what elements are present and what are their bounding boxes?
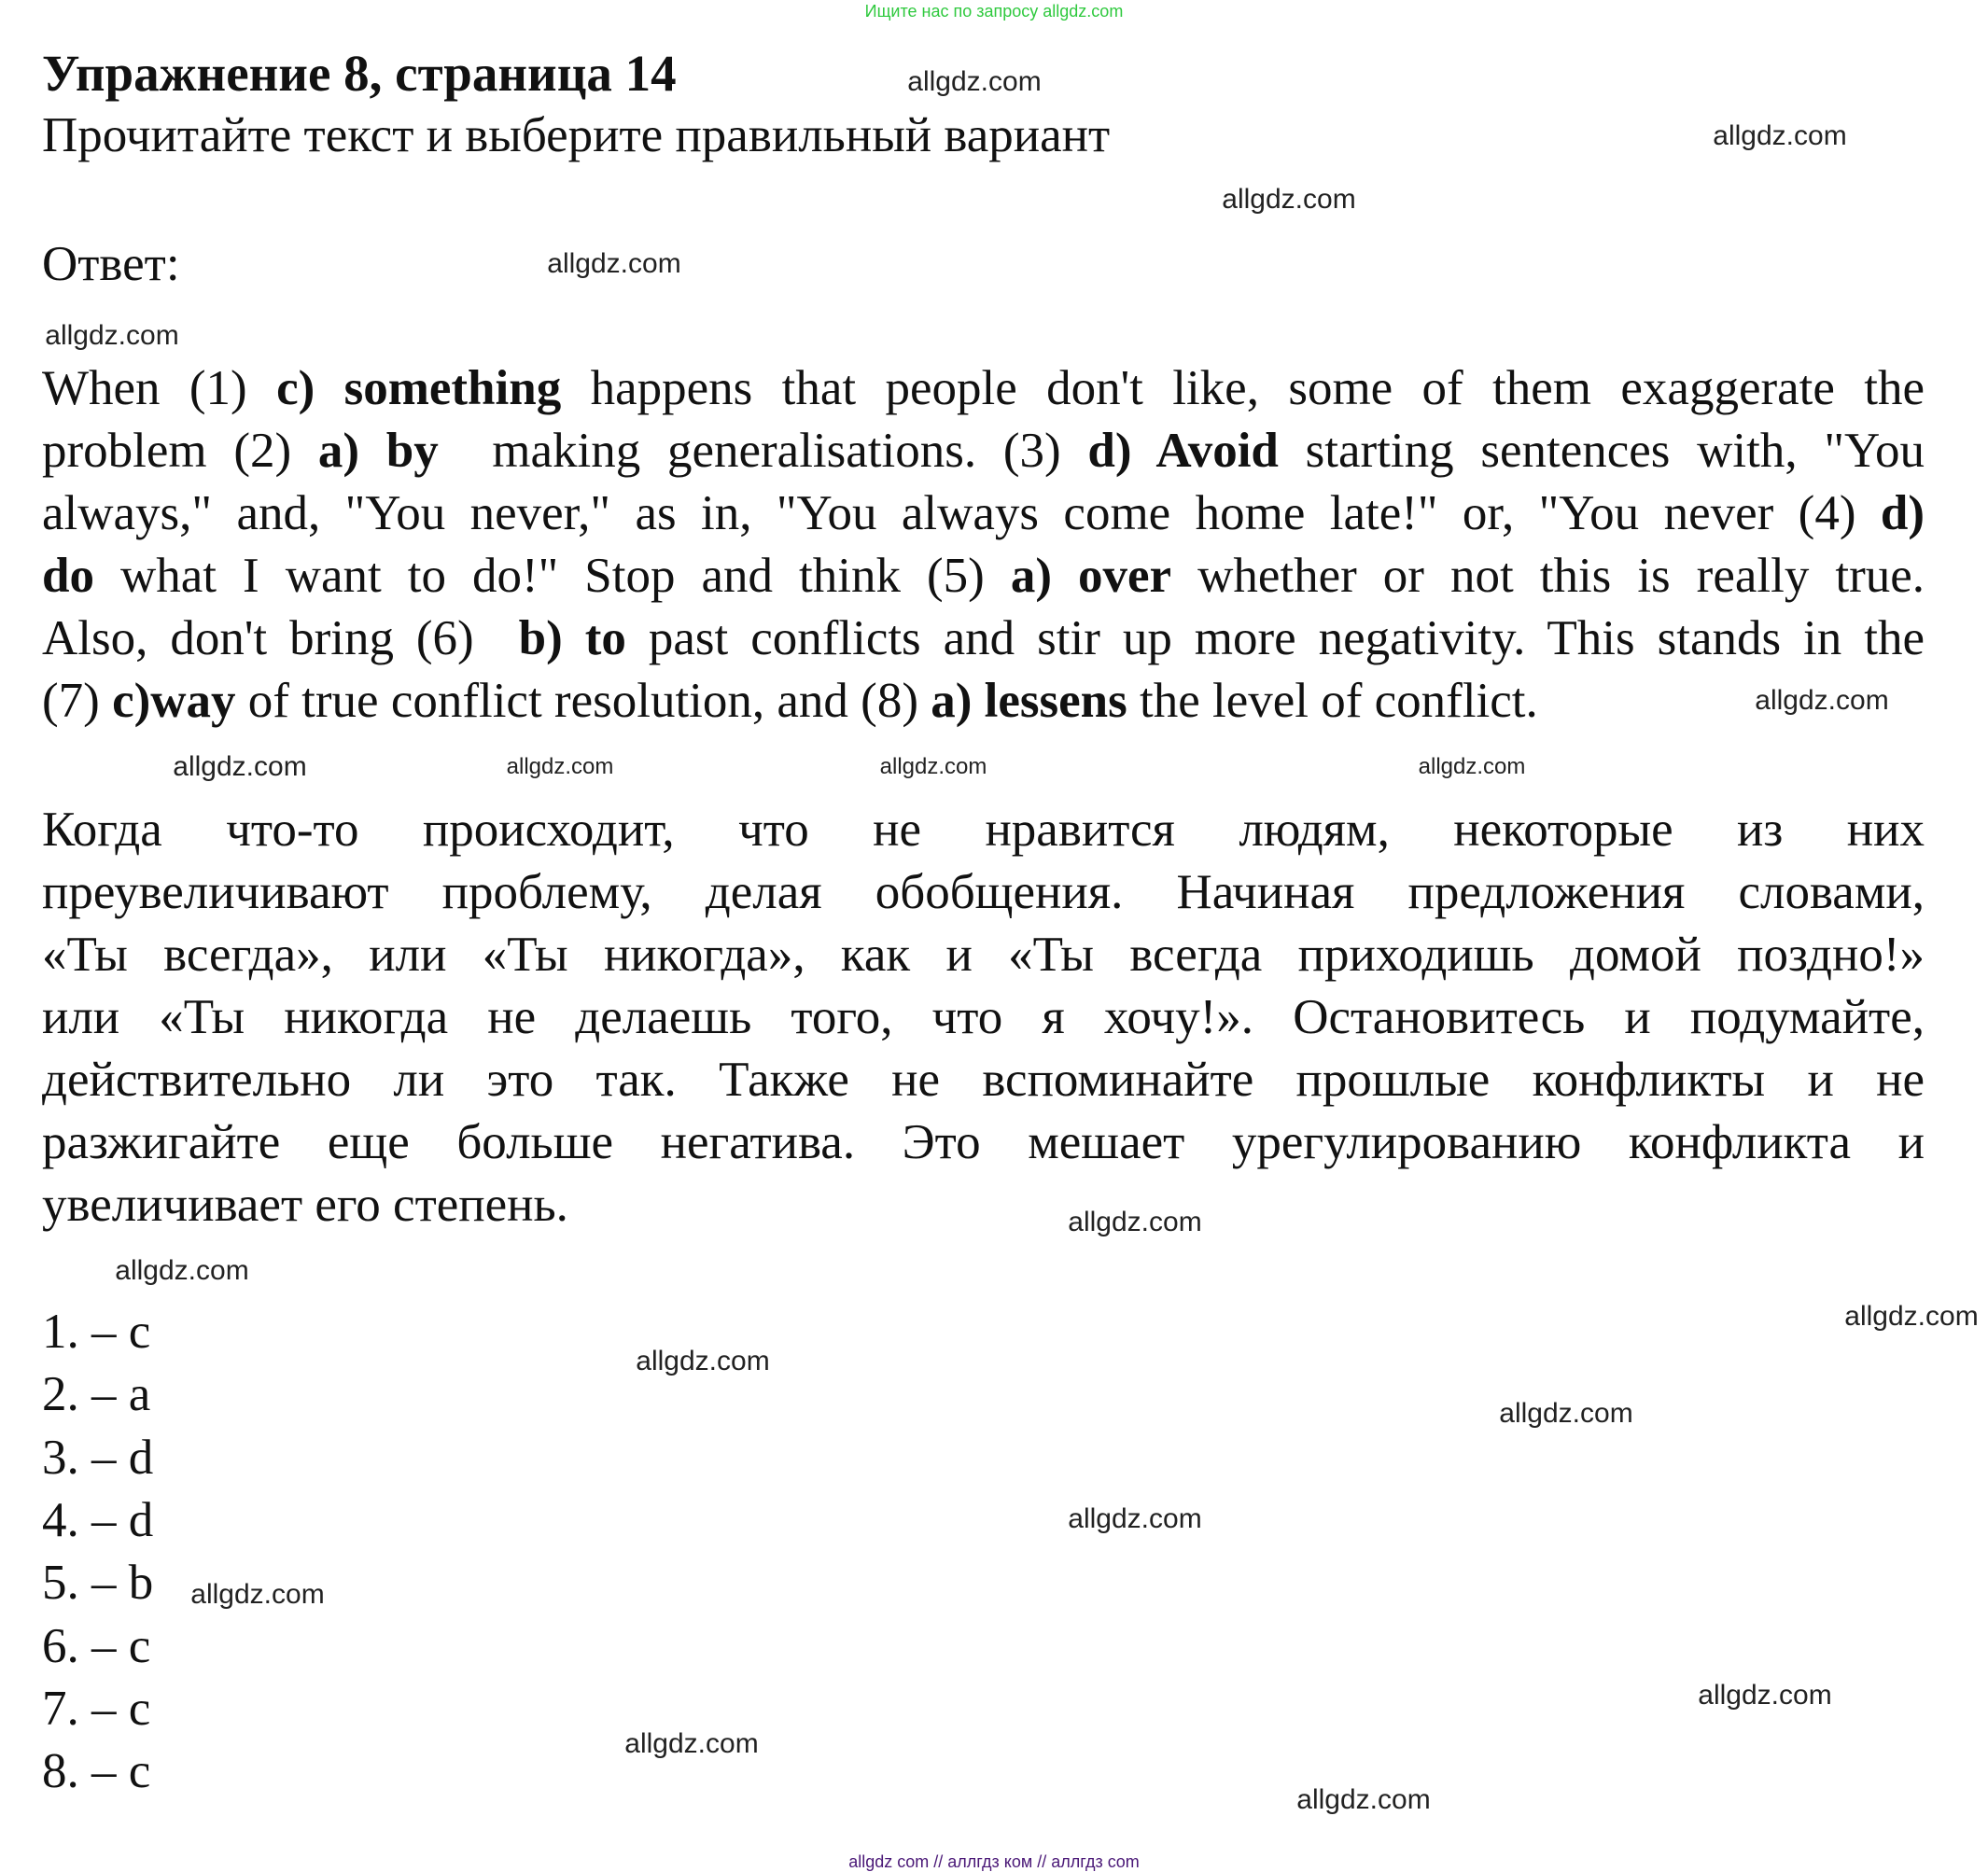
text-segment: starting sentences with, "You — [1278, 424, 1925, 478]
watermark: allgdz.com — [1068, 1503, 1202, 1534]
watermark: allgdz.com — [1698, 1680, 1832, 1711]
watermark: allgdz.com — [173, 751, 307, 782]
answer-item: 2. – a — [42, 1367, 151, 1422]
answer-choice: d) — [1880, 486, 1925, 540]
answer-item: 7. – c — [42, 1681, 151, 1736]
answer-label: Ответ: — [42, 237, 180, 291]
text-segment: making generalisations. (3) — [438, 424, 1088, 478]
watermark: allgdz.com — [1844, 1301, 1979, 1332]
watermark: allgdz.com — [1068, 1207, 1202, 1237]
answer-choice: do — [42, 549, 94, 603]
text-segment: of true conflict resolution, and (8) — [235, 674, 931, 728]
watermark: allgdz.com — [1499, 1398, 1633, 1429]
watermark: allgdz.com — [624, 1728, 759, 1759]
answer-choice: a) lessens — [931, 674, 1127, 728]
watermark: allgdz.com — [190, 1579, 325, 1610]
english-line — [42, 671, 1925, 731]
watermark: allgdz.com — [547, 248, 681, 279]
russian-line: действительно ли это так. Также не вспоминайте прошлые конфликты и не — [42, 1053, 1925, 1107]
russian-line: разжигайте еще больше негатива. Это мешает урегулированию конфликта и — [42, 1115, 1925, 1169]
russian-line: «Ты всегда», или «Ты никогда», как и «Ты всегда приходишь домой поздно!» — [42, 928, 1925, 982]
watermark: allgdz.com — [115, 1255, 249, 1286]
answer-item: 6. – c — [42, 1618, 151, 1673]
russian-line: или «Ты никогда не делаешь того, что я хочу!». Остановитесь и подумайте, — [42, 990, 1925, 1044]
text-segment: (7) — [42, 674, 113, 728]
answer-choice: c) something — [276, 361, 562, 415]
russian-line: преувеличивают проблему, делая обобщения. Начиная предложения словами, — [42, 865, 1925, 919]
watermark: allgdz.com — [1222, 184, 1356, 215]
search-hint: Ищите нас по запросу allgdz.com — [864, 2, 1124, 21]
watermark: allgdz.com — [1755, 685, 1889, 716]
footer: allgdz com // аллгдз ком // аллгдз com — [848, 1852, 1140, 1871]
english-line — [42, 421, 1925, 481]
english-line — [42, 358, 1925, 418]
text-segment: past conflicts and stir up more negativity. This stands in the — [625, 611, 1925, 665]
text-segment: When (1) — [42, 361, 277, 415]
page-title: Упражнение 8, страница 14 — [42, 45, 677, 102]
watermark: allgdz.com — [636, 1346, 770, 1376]
watermark: allgdz.com — [907, 66, 1042, 97]
answer-item: 1. – c — [42, 1305, 151, 1359]
answer-choice: d) Avoid — [1087, 424, 1279, 478]
watermark: allgdz.com — [879, 754, 987, 779]
russian-line: Когда что-то происходит, что не нравится людям, некоторые из них — [42, 803, 1925, 857]
text-segment: always," and, "You never," as in, "You always come home late!" or, "You never (4) — [42, 486, 1881, 540]
english-line — [42, 546, 1925, 606]
answer-item: 8. – c — [42, 1744, 151, 1799]
english-line — [42, 608, 1925, 668]
text-segment: problem (2) — [42, 424, 318, 478]
answer-item: 5. – b — [42, 1556, 154, 1611]
watermark: allgdz.com — [45, 320, 179, 351]
answer-choice: a) by — [317, 424, 439, 478]
russian-line: увеличивает его степень. — [42, 1178, 568, 1232]
watermark: allgdz.com — [1296, 1784, 1431, 1815]
text-segment: what I want to do!" Stop and think (5) — [93, 549, 1011, 603]
text-segment: whether or not this is really true. — [1171, 549, 1925, 603]
watermark: allgdz.com — [1418, 754, 1526, 779]
text-segment: the level of conflict. — [1127, 674, 1538, 728]
text-segment: happens that people don't like, some of them exaggerate the — [561, 361, 1925, 415]
watermark: allgdz.com — [506, 754, 614, 779]
text-segment: Also, don't bring (6) — [42, 611, 519, 665]
answer-item: 4. – d — [42, 1492, 154, 1547]
task-subtitle: Прочитайте текст и выберите правильный вариант — [42, 108, 1111, 162]
english-line — [42, 483, 1925, 543]
answer-choice: c)way — [112, 674, 236, 728]
answer-item: 3. – d — [42, 1430, 154, 1485]
answer-choice: a) over — [1010, 549, 1172, 603]
watermark: allgdz.com — [1713, 120, 1847, 151]
answer-choice: b) to — [518, 611, 626, 665]
